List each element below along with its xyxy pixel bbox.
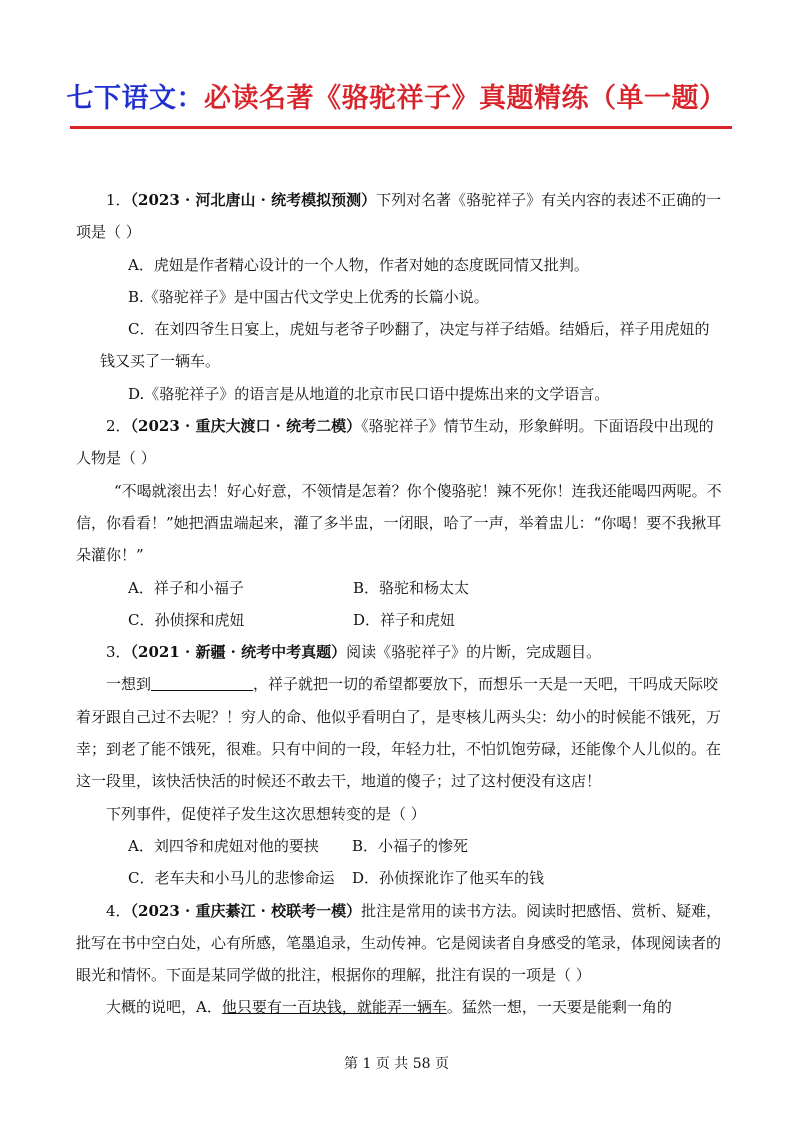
question-3-question: 下列事件，促使祥子发生这次思想转变的是（ ）	[106, 804, 426, 823]
question-3-stem: 3．（2021 · 新疆 · 统考中考真题）阅读《骆驼祥子》的片断，完成题目。	[106, 643, 602, 662]
question-4-stem: 4．（2023 · 重庆綦江 · 校联考一模）批注是常用的读书方法。阅读时把感悟、赏析、疑难，批写在书中空白处，心有所感，笔墨追录，生动传神。它是阅读者自身感受的笔录，体现阅读者的眼光和情怀。下面是某同学做的批注，根据你的理解，批注有误的一项是（ ）	[76, 901, 722, 985]
question-2-option-b: B．骆驼和杨太太	[353, 578, 470, 597]
question-3-option-c: C．老车夫和小马儿的悲惨命运	[128, 869, 335, 888]
document-body	[76, 184, 722, 1024]
page-footer: 第 1 页 共 58 页	[344, 1056, 449, 1072]
title-prefix: 七下语文：	[66, 83, 204, 114]
page-title	[0, 76, 793, 115]
question-3-passage: 一想到 ，祥子就把一切的希望都要放下，而想乐一天是一天吧，干吗成天际咬着牙跟自己过不去呢？！穷人的命、他似乎看明白了，是枣核儿两头尖：幼小的时候能不饿死，万幸；到老了能不饿死，很难。只有中间的一段，年轻力壮，不怕饥饱劳碌，还能像个人儿似的。在这一段里，该快活快活的时候还不敢去干，地道的傻子；过了这村便没有这店！	[76, 668, 722, 797]
question-2-option-a: A．祥子和小福子	[128, 578, 244, 597]
title-divider	[70, 126, 732, 129]
question-1-source: （2023 · 河北唐山 · 统考模拟预测）	[130, 191, 377, 209]
question-2-source: （2023 · 重庆大渡口 · 统考二模）	[130, 417, 362, 436]
question-3-options-row-1	[76, 830, 722, 862]
question-1-option-d: D.《骆驼祥子》的语言是从地道的北京市民口语中提炼出来的文学语言。	[128, 384, 610, 403]
question-3-option-a: A．刘四爷和虎妞对他的要挟	[128, 836, 319, 855]
question-2-passage: “不喝就滚出去！好心好意，不领情是怎着？你个傻骆驼！辣不死你！连我还能喝四两呢。不信，你看看！”她把酒盅端起来，灌了多半盅，一闭眼，哈了一声，举着盅儿：“你喝！要不我揪耳朵灌你！”	[76, 481, 722, 565]
question-1-stem: 1．（2023 · 河北唐山 · 统考模拟预测）下列对名著《骆驼祥子》有关内容的表述不正确的一项是（ ）	[76, 191, 722, 242]
question-3-option-d: D．孙侦探讹诈了他买车的钱	[352, 869, 545, 888]
title-main: 必读名著《骆驼祥子》真题精练（单一题）	[204, 83, 727, 114]
question-2-options-row-2	[76, 604, 722, 636]
question-2-option-c: C．孙侦探和虎妞	[128, 610, 245, 629]
question-4-passage: 大概的说吧，A．他只要有一百块钱，就能弄一辆车。猛然一想，一天要是能剩一角的	[106, 998, 672, 1017]
question-1-option-a: A．虎妞是作者精心设计的一个人物，作者对她的态度既同情又批判。	[128, 255, 589, 274]
question-4-source: （2023 · 重庆綦江 · 校联考一模）	[130, 901, 362, 920]
annotated-phrase-a: 他只要有一百块钱，就能弄一辆车	[221, 998, 447, 1017]
question-1-option-c: C．在刘四爷生日宴上，虎妞与老爷子吵翻了，决定与祥子结婚。结婚后，祥子用虎妞的钱又买了一辆车。	[100, 320, 710, 371]
question-3-source: （2021 · 新疆 · 统考中考真题）	[130, 643, 347, 662]
question-2-stem: 2．（2023 · 重庆大渡口 · 统考二模）《骆驼祥子》情节生动，形象鲜明。下面语段中出现的人物是（ ）	[76, 417, 714, 468]
question-1-option-b: B.《骆驼祥子》是中国古代文学史上优秀的长篇小说。	[128, 287, 489, 306]
question-2-option-d: D．祥子和虎妞	[353, 610, 456, 629]
fill-in-blank	[151, 672, 253, 691]
question-3-options-row-2	[76, 862, 722, 894]
question-3-option-b: B．小福子的惨死	[352, 836, 469, 855]
question-2-options-row-1	[76, 572, 722, 604]
